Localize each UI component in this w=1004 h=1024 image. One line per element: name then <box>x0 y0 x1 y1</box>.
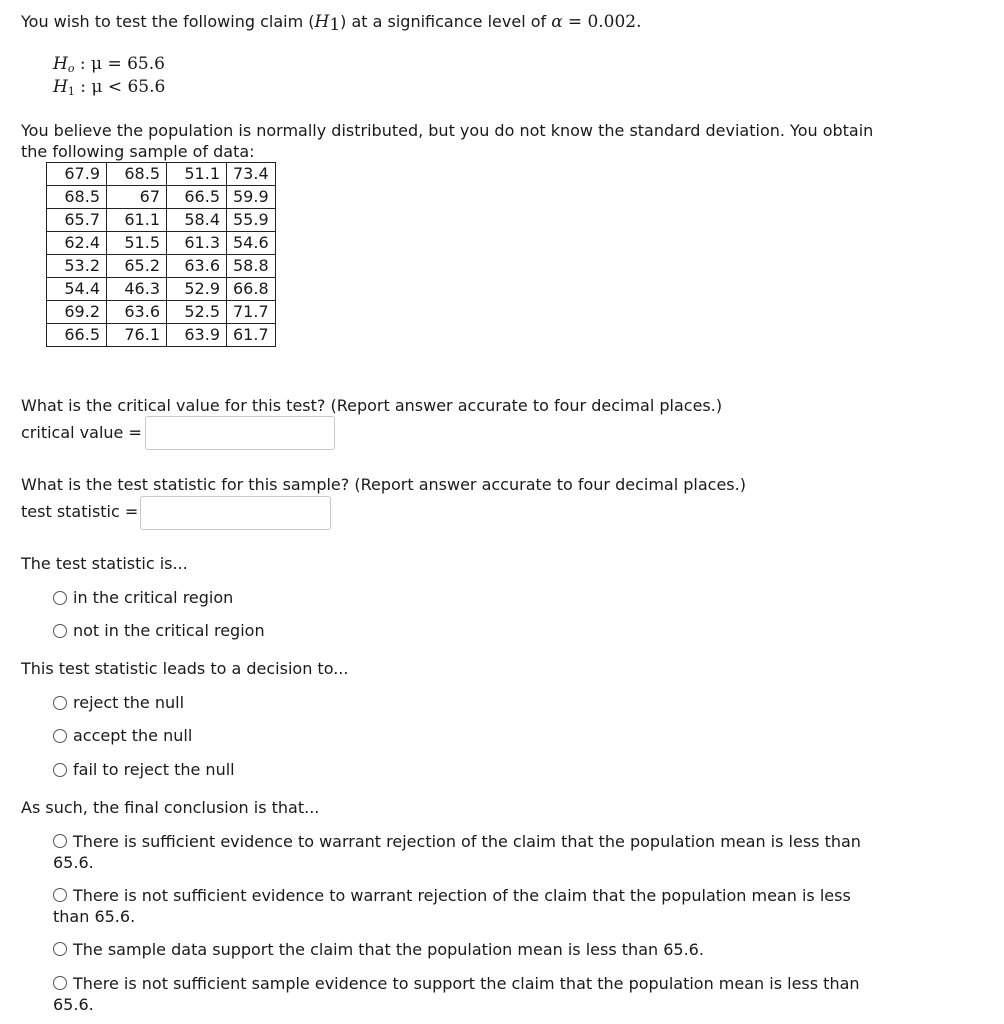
table-cell: 66.5 <box>167 186 227 209</box>
table-cell: 73.4 <box>227 163 276 186</box>
table-cell: 65.2 <box>107 255 167 278</box>
table-cell: 63.6 <box>167 255 227 278</box>
radio-circle[interactable] <box>53 624 67 638</box>
intro-line <box>21 12 642 35</box>
null-hypothesis <box>53 54 165 74</box>
table-cell: 68.5 <box>47 186 107 209</box>
radio-label: There is not sufficient evidence to warrant rejection of the claim that the population mean is less than 65.6. <box>53 886 851 926</box>
table-row <box>47 255 276 278</box>
table-row <box>47 232 276 255</box>
table-cell: 53.2 <box>47 255 107 278</box>
intro-middle: ) at a significance level of <box>340 12 552 31</box>
radio-label: fail to reject the null <box>73 760 235 779</box>
table-cell: 65.7 <box>47 209 107 232</box>
radio-label: not in the critical region <box>73 621 265 640</box>
table-cell: 71.7 <box>227 301 276 324</box>
radio-not-in-critical-region[interactable] <box>53 621 265 640</box>
table-row <box>47 324 276 347</box>
critical-value-label: critical value = <box>21 423 142 442</box>
radio-label: in the critical region <box>73 588 234 607</box>
test-statistic-question: What is the test statistic for this sample? (Report answer accurate to four decimal places.) <box>21 475 746 494</box>
table-cell: 63.6 <box>107 301 167 324</box>
radio-label: There is sufficient evidence to warrant rejection of the claim that the population mean is less than 65.6. <box>53 832 861 872</box>
h1-sub: 1 <box>67 85 75 98</box>
radio-label: There is not sufficient sample evidence to support the claim that the population mean is less than 65.6. <box>53 974 860 1014</box>
test-statistic-label: test statistic = <box>21 502 139 521</box>
radio-circle[interactable] <box>53 696 67 710</box>
radio-conclusion-not-sufficient-support[interactable] <box>53 973 883 1015</box>
radio-label: accept the null <box>73 726 193 745</box>
table-cell: 58.8 <box>227 255 276 278</box>
radio-in-critical-region[interactable] <box>53 588 233 607</box>
table-cell: 66.8 <box>227 278 276 301</box>
h0-letter: H <box>53 54 68 74</box>
table-cell: 62.4 <box>47 232 107 255</box>
table-cell: 69.2 <box>47 301 107 324</box>
radio-label: reject the null <box>73 693 185 712</box>
radio-circle[interactable] <box>53 976 67 990</box>
h0-rest: : μ = 65.6 <box>74 54 165 74</box>
table-cell: 54.4 <box>47 278 107 301</box>
region-prompt: The test statistic is... <box>21 554 188 573</box>
intro-h1-letter: H <box>314 12 330 32</box>
table-cell: 61.7 <box>227 324 276 347</box>
table-cell: 63.9 <box>167 324 227 347</box>
radio-conclusion-data-support-claim[interactable] <box>53 939 883 960</box>
critical-value-question: What is the critical value for this test? (Report answer accurate to four decimal places.) <box>21 396 723 415</box>
table-cell: 61.1 <box>107 209 167 232</box>
radio-circle[interactable] <box>53 763 67 777</box>
table-row <box>47 209 276 232</box>
table-row <box>47 278 276 301</box>
table-cell: 52.5 <box>167 301 227 324</box>
table-cell: 68.5 <box>107 163 167 186</box>
test-statistic-input[interactable] <box>140 496 331 530</box>
decision-prompt: This test statistic leads to a decision to... <box>21 659 349 678</box>
critical-value-input[interactable] <box>145 416 335 450</box>
table-cell: 51.1 <box>167 163 227 186</box>
alpha-value: = 0.002. <box>567 12 642 32</box>
radio-accept-null[interactable] <box>53 726 192 745</box>
radio-reject-null[interactable] <box>53 693 184 712</box>
table-cell: 61.3 <box>167 232 227 255</box>
radio-circle[interactable] <box>53 834 67 848</box>
table-row <box>47 186 276 209</box>
conclusion-prompt: As such, the final conclusion is that... <box>21 798 320 817</box>
table-cell: 54.6 <box>227 232 276 255</box>
radio-conclusion-not-sufficient-evidence-rejection[interactable] <box>53 885 883 927</box>
sample-data-table <box>46 162 276 347</box>
table-row <box>47 163 276 186</box>
table-cell: 58.4 <box>167 209 227 232</box>
table-cell: 67.9 <box>47 163 107 186</box>
population-text-line1: You believe the population is normally distributed, but you do not know the standard deviation. You obtain <box>21 121 874 140</box>
population-text-line2: the following sample of data: <box>21 142 255 161</box>
table-cell: 46.3 <box>107 278 167 301</box>
h0-sub: o <box>67 62 75 75</box>
table-cell: 59.9 <box>227 186 276 209</box>
table-cell: 55.9 <box>227 209 276 232</box>
intro-prefix: You wish to test the following claim ( <box>21 12 315 31</box>
intro-h1-sub: 1 <box>329 15 341 35</box>
radio-fail-to-reject-null[interactable] <box>53 760 235 779</box>
radio-circle[interactable] <box>53 591 67 605</box>
h1-letter: H <box>53 77 68 97</box>
table-cell: 51.5 <box>107 232 167 255</box>
alternative-hypothesis <box>53 77 165 97</box>
radio-label: The sample data support the claim that the population mean is less than 65.6. <box>73 940 704 959</box>
table-row <box>47 301 276 324</box>
table-cell: 66.5 <box>47 324 107 347</box>
alpha-symbol: α <box>551 12 563 32</box>
table-cell: 67 <box>107 186 167 209</box>
table-cell: 76.1 <box>107 324 167 347</box>
radio-circle[interactable] <box>53 942 67 956</box>
radio-conclusion-sufficient-evidence-rejection[interactable] <box>53 831 883 873</box>
h1-rest: : μ < 65.6 <box>74 77 166 97</box>
table-cell: 52.9 <box>167 278 227 301</box>
radio-circle[interactable] <box>53 888 67 902</box>
radio-circle[interactable] <box>53 729 67 743</box>
